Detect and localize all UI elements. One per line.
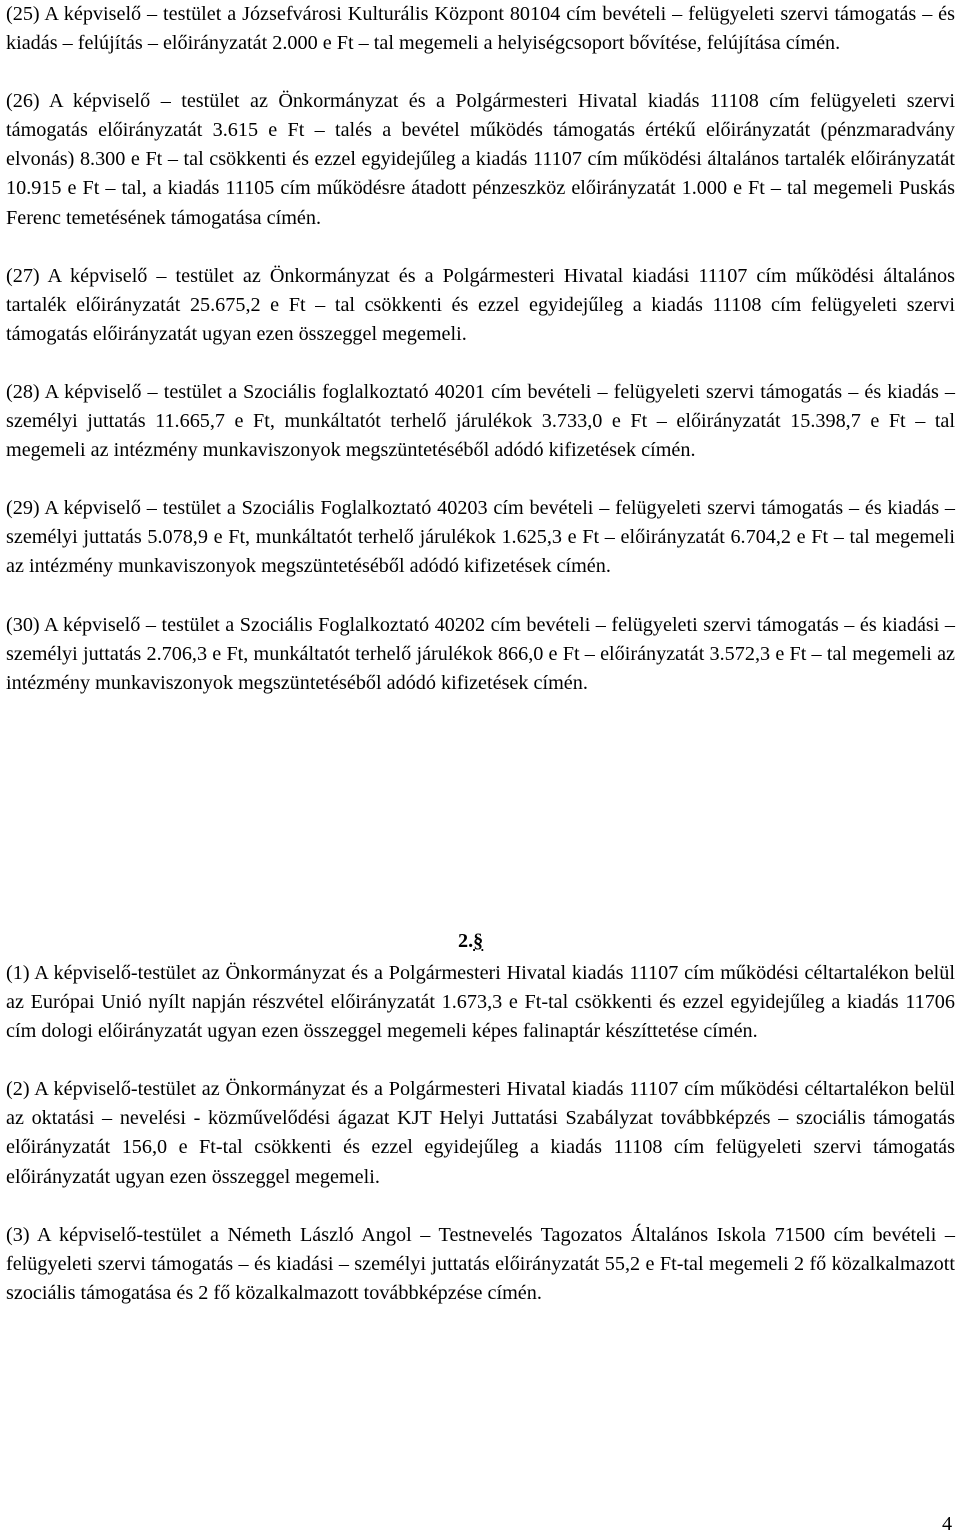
paragraph-26: (26) A képviselő – testület az Önkormányzat és a Polgármesteri Hivatal kiadás 11108 cím felügyeleti szervi támogatás előirányzatát 3.615 e Ft – talés a bevétel működés támogatás értékű előirányzatát (pénzmaradvány elvonás) 8.300 e Ft – tal csökkenti és ezzel egyidejűleg a kiadás 11107 cím működési általános tartalék előirányzatát 10.915 e Ft – tal, a kiadás 11105 cím működésre átadott pénzeszköz előirányzatát 1.000 e Ft – tal megemeli Puskás Ferenc temetésének támogatása címén. (6, 90, 955, 229)
paragraph-28: (28) A képviselő – testület a Szociális foglalkoztató 40201 cím bevételi – felügyeleti szervi támogatás – és kiadás – személyi juttatás 11.665,7 e Ft, munkáltatót terhelő járulékok 3.733,0 e Ft – előirányzatát 15.398,7 e Ft – tal megemeli az intézmény munkaviszonyok megszüntetéséből adódó kifizetések címén. (6, 380, 955, 462)
page-number: 4 (942, 1513, 953, 1535)
section-2-paragraph-1: (1) A képviselő-testület az Önkormányzat és a Polgármesteri Hivatal kiadás 11107 cím működési céltartalékon belül az Európai Unió nyílt napján részvétel előirányzatát 1.673,3 e Ft-tal csökkenti és ezzel egyidejűleg a kiadás 11706 cím dologi előirányzatát ugyan ezen összeggel megemeli képes falinaptár készíttetése címén. (6, 962, 955, 1043)
document-body-top (6, 0, 955, 727)
section-heading (458, 927, 483, 956)
paragraph-29: (29) A képviselő – testület a Szociális Foglalkoztató 40203 cím bevételi – felügyeleti szervi támogatás – és kiadás – személyi juttatás 5.078,9 e Ft, munkáltatót terhelő járulékok 1.625,3 e Ft – előirányzatát 6.704,2 e Ft – tal megemeli az intézmény munkaviszonyok megszüntetéséből adódó kifizetések címén. (6, 497, 955, 578)
paragraph-27: (27) A képviselő – testület az Önkormányzat és a Polgármesteri Hivatal kiadási 11107 cím működési általános tartalék előirányzatát 25.675,2 e Ft – tal csökkenti és ezzel egyidejűleg a kiadás 11108 cím felügyeleti szervi támogatás előirányzatát ugyan ezen összeggel megemeli. (6, 264, 955, 345)
paragraph-30: (30) A képviselő – testület a Szociális Foglalkoztató 40202 cím bevételi – felügyeleti szervi támogatás – és kiadási – személyi juttatás 2.706,3 e Ft, munkáltatót terhelő járulékok 866,0 e Ft – előirányzatát 3.572,3 e Ft – tal megemeli az intézmény munkaviszonyok megszüntetéséből adódó kifizetések címén. (6, 613, 955, 694)
section-2-paragraph-2: (2) A képviselő-testület az Önkormányzat és a Polgármesteri Hivatal kiadás 11107 cím működési céltartalékon belül az oktatási – nevelési - közművelődési ágazat KJT Helyi Juttatási Szabályzat továbbképzés – szociális támogatás előirányzatát 156,0 e Ft-tal csökkenti és ezzel egyidejűleg a kiadás 11108 cím felügyeleti szervi támogatás előirányzatát ugyan ezen összeggel megemeli. (6, 1078, 955, 1188)
section-symbol: § (473, 930, 484, 952)
document-body-bottom (6, 959, 955, 1337)
section-2-paragraph-3: (3) A képviselő-testület a Németh László Angol – Testnevelés Tagozatos Általános Iskola 71500 cím bevételi – felügyeleti szervi támogatás – és kiadási – személyi juttatás előirányzatát 55,2 e Ft-tal megemeli 2 fő közalkalmazott szociális támogatása és 2 fő közalkalmazott továbbképzése címén. (6, 1223, 955, 1304)
section-number: 2. (458, 930, 474, 952)
paragraph-25: (25) A képviselő – testület a Józsefvárosi Kulturális Központ 80104 cím bevételi – felügyeleti szervi támogatás – és kiadás – felújítás – előirányzatát 2.000 e Ft – tal megemeli a helyiségcsoport bővítése, felújítása címén. (6, 3, 955, 55)
